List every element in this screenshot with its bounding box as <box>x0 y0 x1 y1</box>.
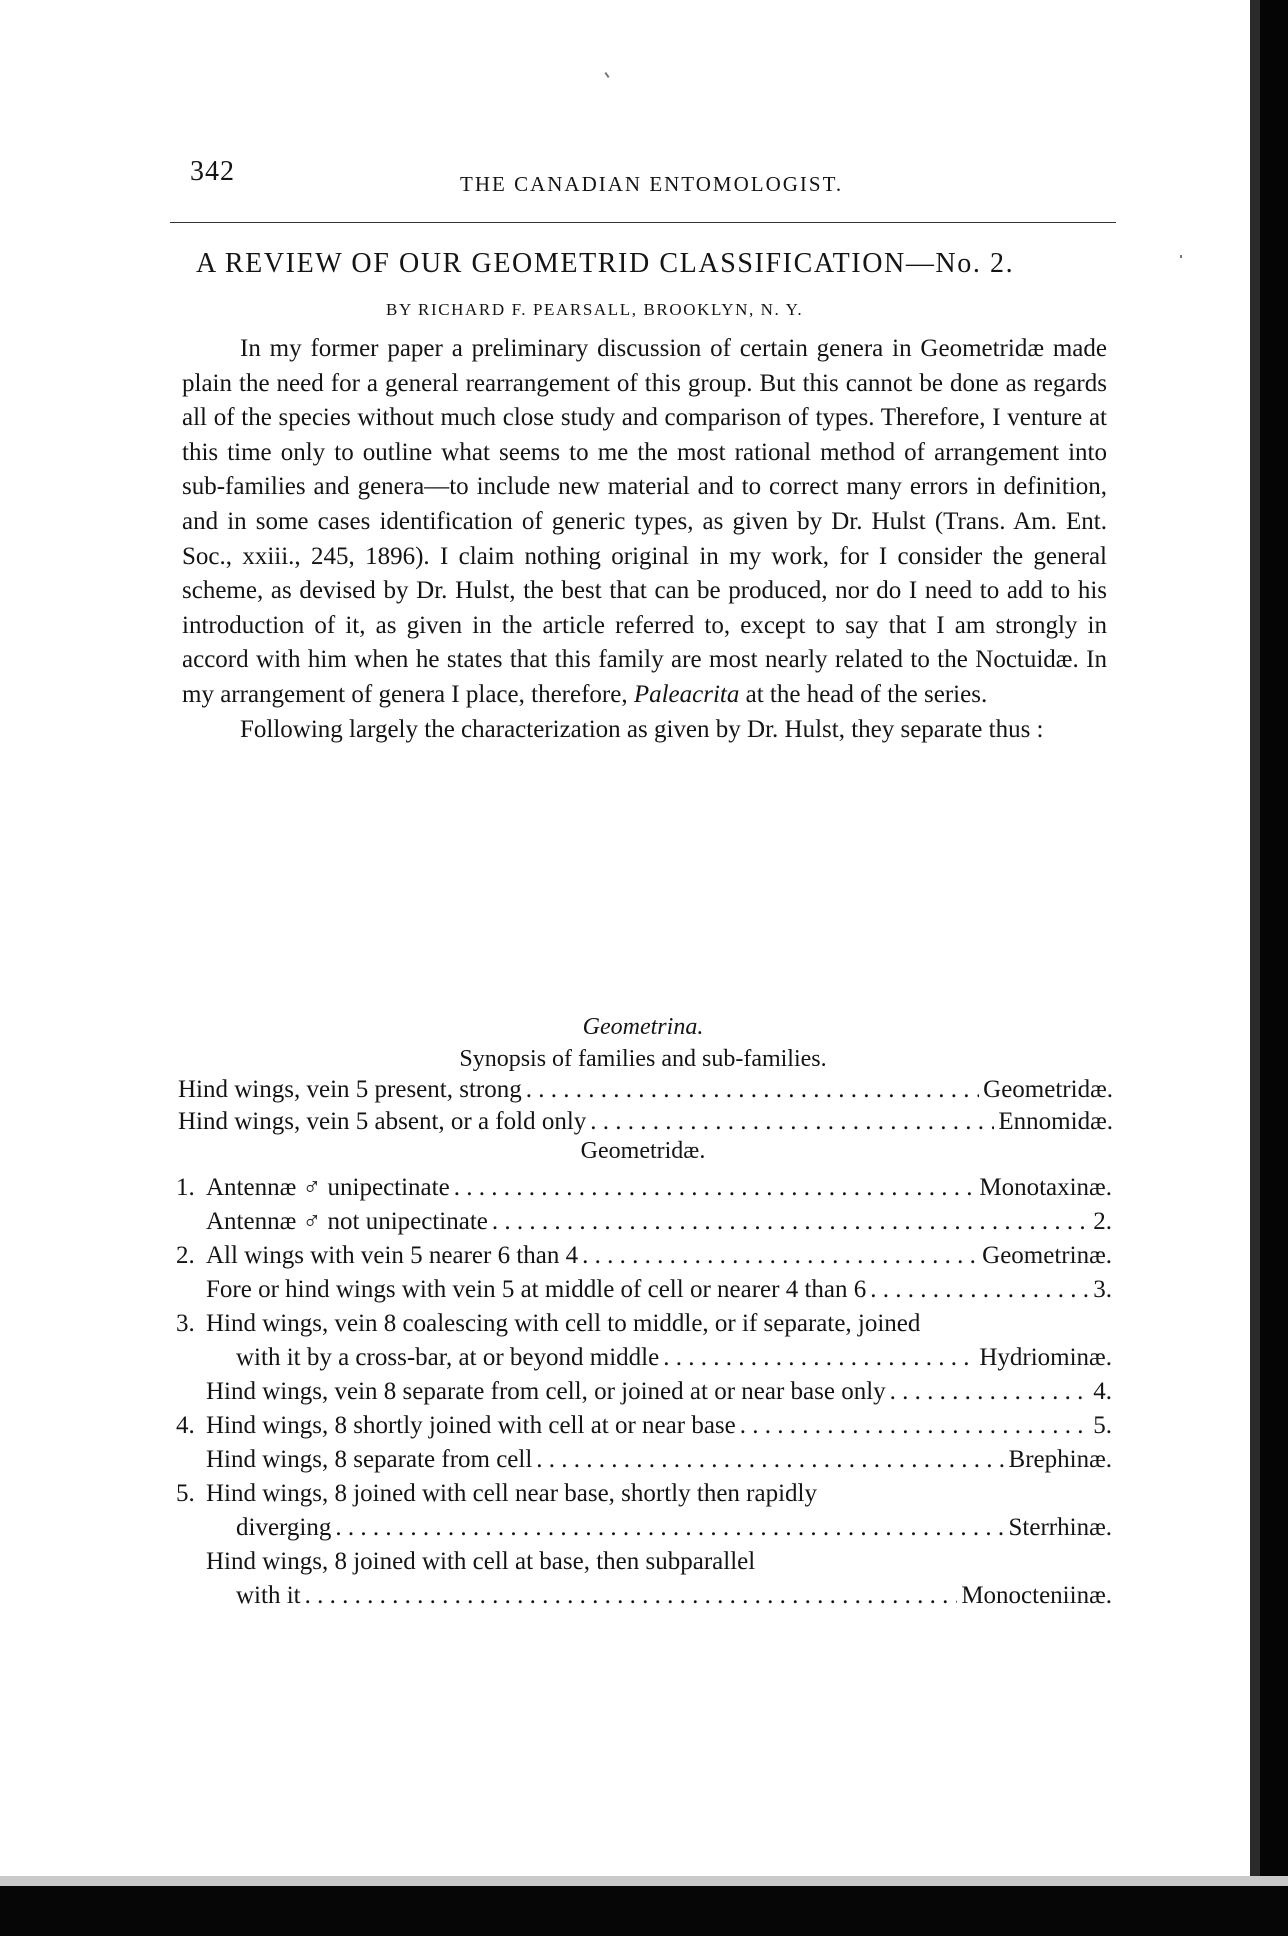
bottom-edge-fade <box>0 1876 1288 1886</box>
dot-leader <box>526 1076 979 1104</box>
dot-leader <box>536 1446 1004 1474</box>
page-number: 342 <box>190 156 235 187</box>
key-line-3b: Hind wings, vein 8 separate from cell, or joined at or near base only . . . 4. <box>206 1378 1112 1406</box>
key-line-1b: Antennæ ♂ not unipectinate . . . 2. <box>206 1208 1112 1236</box>
article-byline: BY RICHARD F. PEARSALL, BROOKLYN, N. Y. <box>386 300 804 319</box>
book-spine-edge <box>1260 0 1288 1936</box>
dot-leader <box>740 1412 1090 1440</box>
key-line-5b-cont: with it . . . Monocteniinæ. <box>236 1582 1112 1610</box>
key-line-4a: 4. Hind wings, 8 shortly joined with cell at or near base . . . 5. <box>206 1412 1112 1440</box>
synopsis-heading: Geometrina. <box>582 1014 704 1040</box>
key-line-5a-cont: diverging . . . Sterrhinæ. <box>236 1514 1112 1542</box>
paragraph-2: Following largely the characterization as given by Dr. Hulst, they separate thus : <box>240 715 1044 743</box>
dot-leader <box>870 1276 1089 1304</box>
key-line-family: Hind wings, vein 5 present, strong . . . Geometridæ. <box>178 1076 1113 1104</box>
page-header <box>170 150 1116 198</box>
dot-leader <box>890 1378 1090 1406</box>
dot-leader <box>582 1242 978 1270</box>
synopsis-subheading: Synopsis of families and sub-families. <box>459 1046 827 1072</box>
key-line-2b: Fore or hind wings with vein 5 at middle of cell or nearer 4 than 6 . . . 3. <box>206 1276 1112 1304</box>
article-title: A REVIEW OF OUR GEOMETRID CLASSIFICATION—No. 2. <box>196 248 1015 279</box>
dot-leader <box>492 1208 1089 1236</box>
scan-speck <box>1180 255 1182 258</box>
key-line-5b: Hind wings, 8 joined with cell at base, then subparallel <box>206 1548 756 1575</box>
key-line-3a: 3. Hind wings, vein 8 coalescing with cell to middle, or if separate, joined <box>176 1310 921 1337</box>
page-gutter-shadow <box>1250 0 1260 1936</box>
key-line-1a: 1. Antennæ ♂ unipectinate . . . Monotaxinæ. <box>206 1174 1112 1202</box>
family-subheading: Geometridæ. <box>580 1138 706 1164</box>
key-line-5a: 5. Hind wings, 8 joined with cell near base, shortly then rapidly <box>176 1480 817 1507</box>
scan-speck <box>604 72 609 78</box>
key-line-4b: Hind wings, 8 separate from cell . . . Brephinæ. <box>206 1446 1112 1474</box>
dot-leader <box>454 1174 976 1202</box>
header-rule <box>170 222 1116 223</box>
journal-page <box>170 150 1116 1609</box>
paragraph-1: In my former paper a preliminary discussion of certain genera in Geometridæ made plain the need for a general rearrangement of this group. But this cannot be done as regards all of the species without much close study and comparison of types. Therefore, I venture at this time only to outline what seems to me the most rational method of arrangement into sub-families and genera—to include new material and to correct many errors in definition, and in some cases identification of generic types, as given by Dr. Hulst (Trans. Am. Ent. Soc., xxiii., 245, 1896). I claim nothing original in my work, for I consider the general scheme, as devised by Dr. Hulst, the best that can be produced, nor do I need to add to his introduction of it, as given in the article referred to, except to say that I am strongly in accord with him when he states that this family are most nearly related to the Noctuidæ. In my arrangement of genera I place, therefore, Paleacrita at the head of the series. <box>182 335 1107 708</box>
dot-leader <box>590 1108 994 1136</box>
genus-italic: Paleacrita <box>633 680 740 708</box>
dot-leader <box>305 1582 958 1610</box>
key-line-family: Hind wings, vein 5 absent, or a fold only . . . Ennomidæ. <box>178 1108 1113 1136</box>
scan-bottom-border <box>0 1886 1288 1936</box>
running-head: THE CANADIAN ENTOMOLOGIST. <box>460 172 844 196</box>
key-line-2a: 2. All wings with vein 5 nearer 6 than 4 . . . Geometrinæ. <box>206 1242 1112 1270</box>
article-body <box>182 332 1107 747</box>
dot-leader <box>335 1514 1004 1542</box>
dot-leader <box>663 1344 975 1372</box>
key-line-3a-cont: with it by a cross-bar, at or beyond middle . . . Hydriominæ. <box>236 1344 1112 1372</box>
